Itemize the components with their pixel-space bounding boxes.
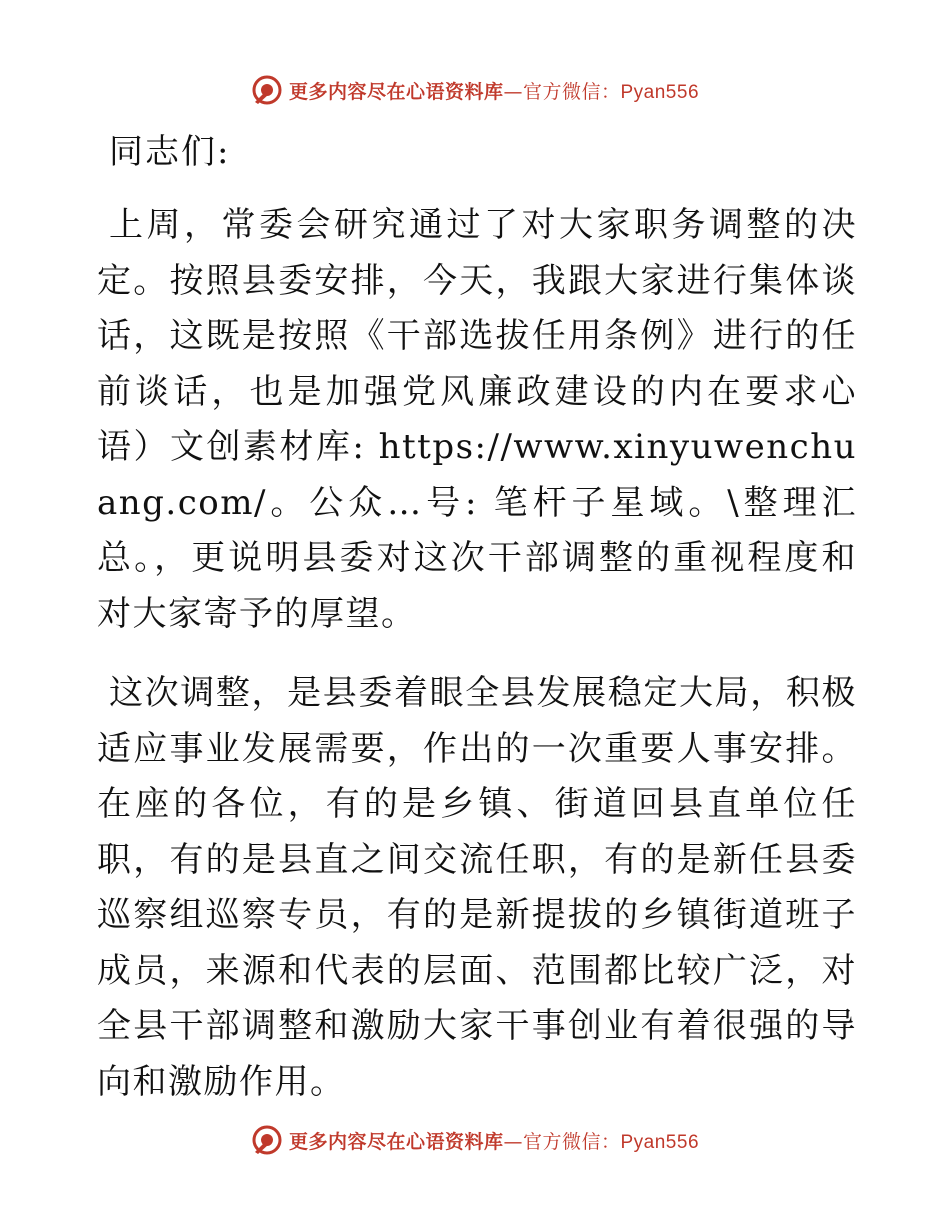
pen-logo-icon [251, 74, 283, 106]
document-body [97, 120, 857, 1134]
banner-sub-text: 官方微信： [522, 1130, 621, 1153]
pen-logo-icon [251, 1124, 283, 1156]
banner-main-text: 更多内容尽在心语资料库 [288, 80, 504, 103]
banner-dash: — [503, 1130, 523, 1153]
header-banner-text [289, 77, 699, 104]
banner-dash: — [503, 80, 523, 103]
banner-main-text: 更多内容尽在心语资料库 [288, 1130, 504, 1153]
footer-watermark-banner [0, 1120, 950, 1160]
banner-handle: Pyan556 [620, 81, 700, 103]
paragraph-1: 上周，常委会研究通过了对大家职务调整的决定。按照县委安排，今天，我跟大家进行集体谈话，这既是按照《干部选拔任用条例》进行的任前谈话，也是加强党风廉政建设的内在要求心语）文创素材库: https://www.xinyuwenchuang.com/。公众…号: 笔杆子星域。\整理汇总。，更说明县委对这次干部调整的重视程度和对大家寄予的厚望。 [97, 205, 857, 634]
paragraph-2: 这次调整，是县委着眼全县发展稳定大局，积极适应事业发展需要，作出的一次重要人事安排。在座的各位，有的是乡镇、街道回县直单位任职，有的是县直之间交流任职，有的是新任县委巡察组巡察专员，有的是新提拔的乡镇街道班子成员，来源和代表的层面、范围都比较广泛，对全县干部调整和激励大家干事创业有着很强的导向和激励作用。 [97, 673, 857, 1102]
header-watermark-banner [0, 70, 950, 110]
banner-sub-text: 官方微信： [522, 80, 621, 103]
salutation: 同志们: [109, 132, 231, 172]
footer-banner-text [289, 1127, 699, 1154]
banner-handle: Pyan556 [620, 1131, 700, 1153]
